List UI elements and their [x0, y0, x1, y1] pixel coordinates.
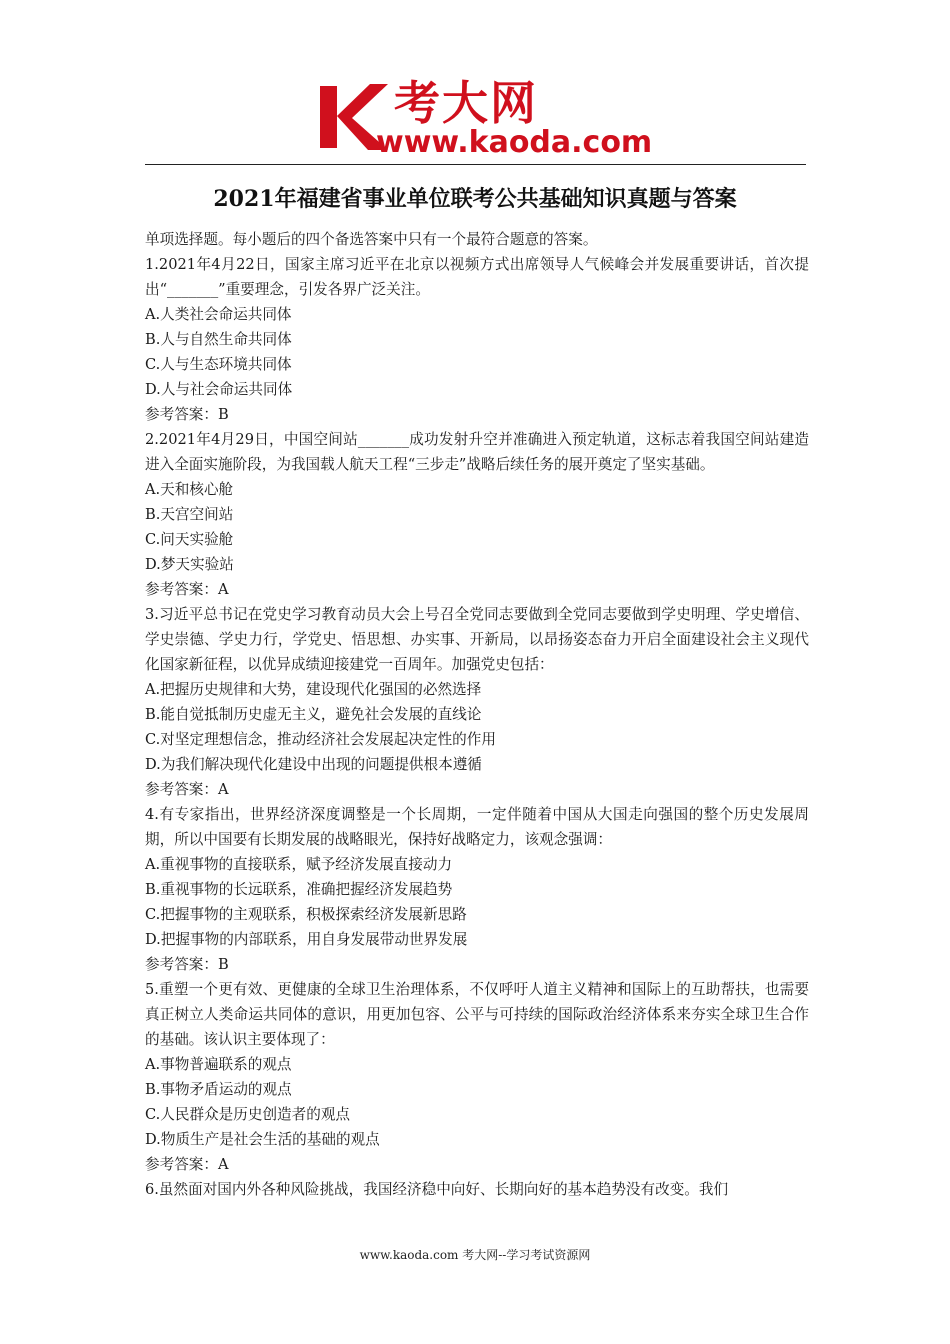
option-a: A.把握历史规律和大势，建设现代化强国的必然选择 — [145, 681, 482, 698]
option-c: C.人与生态环境共同体 — [145, 356, 292, 373]
option-b: B.事物矛盾运动的观点 — [145, 1081, 292, 1098]
question-6-text: 6.虽然面对国内外各种风险挑战，我国经济稳中向好、长期向好的基本趋势没有改变。我们 — [145, 1181, 729, 1198]
answer: 参考答案：A — [145, 781, 229, 798]
question-5 — [145, 977, 809, 1177]
option-b: B.人与自然生命共同体 — [145, 331, 292, 348]
option-a: A.事物普遍联系的观点 — [145, 1056, 292, 1073]
option-c: C.对坚定理想信念，推动经济社会发展起决定性的作用 — [145, 731, 496, 748]
question-4 — [145, 802, 809, 977]
option-c: C.问天实验舱 — [145, 531, 234, 548]
question-text: 5.重塑一个更有效、更健康的全球卫生治理体系，不仅呼吁人道主义精神和国际上的互助帮扶，也需要真正树立人类命运共同体的意识，用更加包容、公平与可持续的国际政治经济体系来夯实全球卫生合作的基础。该认识主要体现了： — [145, 981, 809, 1048]
option-d: D.把握事物的内部联系，用自身发展带动世界发展 — [145, 931, 468, 948]
question-text: 1.2021年4月22日，国家主席习近平在北京以视频方式出席领导人气候峰会并发展重要讲话，首次提出“_______”重要理念，引发各界广泛关注。 — [145, 256, 809, 298]
option-b: B.能自觉抵制历史虚无主义，避免社会发展的直线论 — [145, 706, 482, 723]
option-a: A.人类社会命运共同体 — [145, 306, 292, 323]
question-2 — [145, 427, 809, 602]
document-body — [145, 227, 809, 1202]
option-b: B.重视事物的长远联系，准确把握经济发展趋势 — [145, 881, 453, 898]
question-text: 4.有专家指出，世界经济深度调整是一个长周期，一定伴随着中国从大国走向强国的整个历史发展周期，所以中国要有长期发展的战略眼光，保持好战略定力，该观念强调： — [145, 806, 809, 848]
question-3 — [145, 602, 809, 802]
option-c: C.人民群众是历史创造者的观点 — [145, 1106, 351, 1123]
question-text: 2.2021年4月29日，中国空间站_______成功发射升空并准确进入预定轨道，这标志着我国空间站建造进入全面实施阶段，为我国载人航天工程“三步走”战略后续任务的展开奠定了坚实基础。 — [145, 431, 809, 473]
answer: 参考答案：A — [145, 581, 229, 598]
option-d: D.人与社会命运共同体 — [145, 381, 293, 398]
option-d: D.为我们解决现代化建设中出现的问题提供根本遵循 — [145, 756, 482, 773]
answer: 参考答案：B — [145, 406, 229, 423]
option-c: C.把握事物的主观联系，积极探索经济发展新思路 — [145, 906, 467, 923]
instructions: 单项选择题。每小题后的四个备选答案中只有一个最符合题意的答案。 — [145, 231, 598, 248]
option-d: D.物质生产是社会生活的基础的观点 — [145, 1131, 380, 1148]
option-a: A.重视事物的直接联系，赋予经济发展直接动力 — [145, 856, 453, 873]
answer: 参考答案：B — [145, 956, 229, 973]
header-divider — [145, 164, 806, 165]
question-1 — [145, 252, 809, 427]
page-footer: www.kaoda.com 考大网--学习考试资源网 — [359, 1248, 591, 1262]
answer: 参考答案：A — [145, 1156, 229, 1173]
question-text: 3.习近平总书记在党史学习教育动员大会上号召全党同志要做到全党同志要做到学史明理、学史增信、学史崇德、学史力行，学党史、悟思想、办实事、开新局，以昂扬姿态奋力开启全面建设社会主义现代化国家新征程，以优异成绩迎接建党一百周年。加强党史包括： — [145, 606, 809, 673]
document-title: 2021年福建省事业单位联考公共基础知识真题与答案 — [213, 186, 737, 212]
option-b: B.天宫空间站 — [145, 506, 234, 523]
option-d: D.梦天实验站 — [145, 556, 234, 573]
site-logo — [318, 76, 653, 160]
logo-brand-name: 考大网 — [394, 76, 538, 130]
logo-url: www.kaoda.com — [376, 125, 653, 160]
option-a: A.天和核心舱 — [145, 481, 234, 498]
